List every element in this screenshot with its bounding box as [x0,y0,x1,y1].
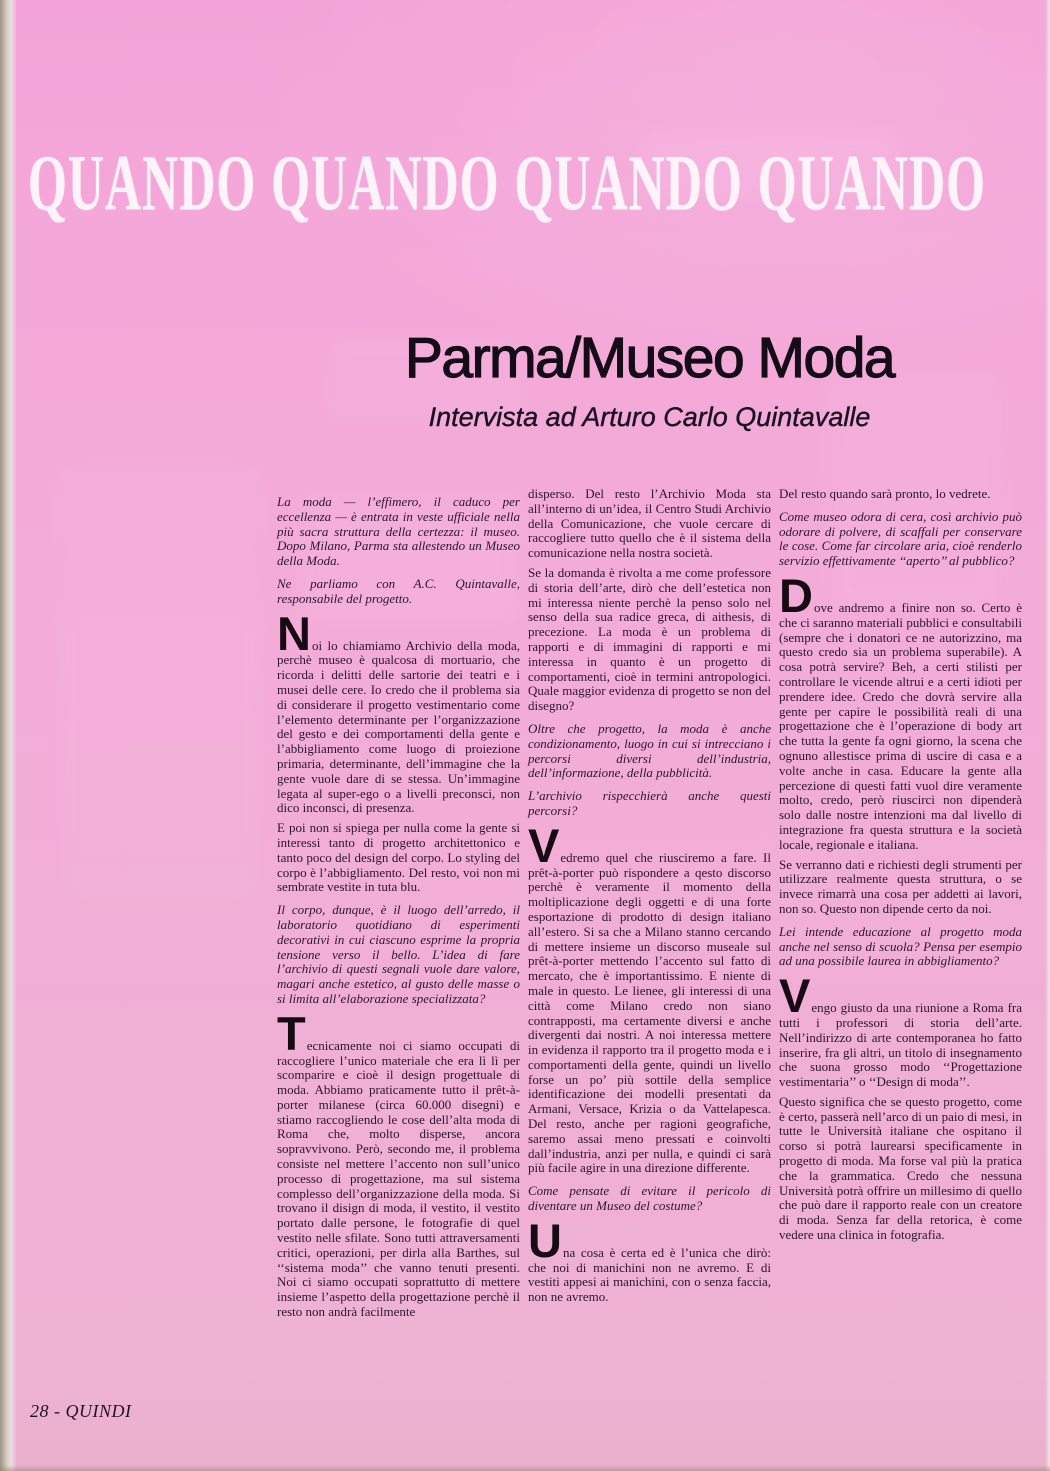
page-number: 28 - QUINDI [30,1401,132,1421]
dropcap-initial: V [779,969,810,1023]
dropcap-initial: T [277,1006,305,1060]
dropcap-initial: D [779,568,812,622]
paragraph-text: ove andremo a finire non so. Certo è che ci saranno materiali pubblici e consultabili (sempre che i donatori ce ne autorizzino, ma questo credo sia un problema superabile). A cosa potrà servire? Beh, a certi stilisti per controllare le vicende altrui e a certi idioti per prendere idee. Credo che dovrà servire alla gente per capire le possibilità reali di una progettazione che è l’operazione di body art che tutta la gente fa ogni giorno, la scena che ognuno allestisce prima di uscire di casa e a volte anche in casa. Educare la gente alla percezione di questi fatti vuol dire veramente molto, credo, però riuscirci non dipenderà solo dalle nostre intenzioni ma dal livello di integrazione fra questa struttura e la società locale, regionale e italiana. [779,599,1022,852]
masthead-word: QUANDO [514,138,743,227]
article-body [277,487,1022,1325]
answer-paragraph: disperso. Del resto l’Archivio Moda sta all’interno di un’idea, il Centro Studi Archivio della Comunicazione, che vuole cercare di raccogliere tutto quello che è il sistema della comunicazione nella nostra società. [528,486,771,561]
question-paragraph: Lei intende educazione al progetto moda anche nel senso di scuola? Pensa per esempio ad una possibile laurea in abbigliamento? [779,923,1022,969]
answer-paragraph: E poi non si spiega per nulla come la gente si interessi tanto di progetto architettonico e tanto poco del design del corpo. Lo styling del corpo è l’abbigliamento. Del resto, voi non mi sembrate vestite in tuta blu. [277,820,520,895]
scan-edge-right [1045,0,1050,1471]
article-subtitle: Intervista ad Arturo Carlo Quintavalle [428,402,871,432]
masthead [28,138,986,227]
paragraph-text: oi lo chiamiamo Archivio della moda, perchè museo è qualcosa di mortuario, che ricorda i delitti delle sartorie dei teatri e i musei delle cere. Io credo che il problema sia di considerare il progetto vestimentario come l’elemento determinante per l’organizzazione del gesto e dei comportamenti della gente e l’abbigliamento come luogo di proiezione primaria, determinante, dell’immagine che la gente vuole dare di se stessa. Un’immagine legata al super-ego o a livelli preconsci, non dico inconsci, di presenza. [277,637,520,816]
article-title: Parma/Museo Moda [404,326,895,390]
answer-paragraph: Del resto quando sarà pronto, lo vedrete. [779,486,991,501]
showthrough-artifact [60,470,260,900]
answer-paragraph [277,606,520,817]
question-paragraph: Oltre che progetto, la moda è anche condizionamento, luogo in cui si intrecciano i percorsi diversi dell’industria, dell’informazione, della pubblicità. [528,720,771,781]
answer-paragraph: Se la domanda è rivolta a me come professore di storia dell’arte, dirò che dell’estetica non mi interessa niente perchè la penso solo nel senso della sua radice greca, di aithesis, di precezione. La moda è un problema di rapporti e di immagini di rapporti e mi interessa in quanto è un progetto di comportamenti, cioè in termini antropologici. Quale maggior evidenza di progetto se non del disegno? [528,564,771,714]
answer-paragraph [779,568,1022,853]
dropcap-initial: N [277,606,310,660]
answer-paragraph: Se verranno dati e richiesti degli strumenti per utilizzare realmente questa struttura, o se invece rimarrà una cosa per addetti ai lavori, non so. Questo non dipende certo da noi. [779,856,1022,916]
paragraph-text: edremo quel che riusciremo a fare. Il prêt-à-porter può rispondere a qesto discorso perchè è veramente il momento della moltiplicazione degli oggetti e di una forte esportazione di prodotto di design italiano all’estero. Si sa che a Milano stanno cercando di mettere insieme un discorso museale sul prêt-à-porter mettendo l’accento sul fatto di mercato, che è importantissimo. E niente di male in questo. Le lienee, gli interessi di una città come Milano credo non siano contrapposti, ma certamente diversi e anche divergenti dai nostri. A noi interessa mettere in evidenza il rapporto tra il progetto moda e i comportamenti della gente, quindi un livello forse un po’ più sottile della semplice identificazione dei modelli presentati da Armani, Versace, Krizia o da Vattelapesca. Del resto, anche per ragioni geografiche, saremo assai meno pressati e coinvolti dall’industria, anzi per nulla, e quindi ci sarà più facile agire in una direzione differente. [528,849,771,1176]
column-1 [277,487,520,1325]
paragraph-text: na cosa è certa ed è l’unica che dirò: che noi di manichini non ne avremo. E di vestiti appesi ai manichini, con o senza faccia, non ne avremo. [528,1244,771,1305]
question-paragraph: L’archivio rispecchierà anche questi percorsi? [528,788,771,818]
masthead-word: QUANDO [28,138,257,227]
answer-paragraph [528,818,771,1177]
intro-paragraph: La moda — l’effimero, il caduco per eccellenza — è entrata in veste ufficiale nella più sacra struttura della certezza: il museo. Dopo Milano, Parma sta allestendo un Museo della Moda. [277,494,520,569]
scan-edge-bottom [0,1465,1050,1471]
headline [277,326,1022,433]
question-paragraph: Come pensate di evitare il pericolo di diventare un Museo del costume? [528,1183,771,1214]
answer-paragraph: Questo significa che se questo progetto, come è certo, passerà nell’arco di un paio di mesi, in tutte le Università italiane che ospitano il corso si potrà laurearsi specificamente in progetto di moda. Ma forse val più la pratica che la grammatica. Credo che nessuna Università potrà offrire un millesimo di quello che può dare il rapporto reale con un creatore di moda. Senza far della retorica, è come vedere una clinica in fotografia. [779,1093,1022,1243]
masthead-word: QUANDO [757,138,986,227]
dropcap-initial: U [528,1213,561,1267]
question-paragraph: Come museo odora di cera, così archivio può odorare di polvere, di scaffali per conservare le cose. Come far circolare aria, cioè renderlo servizio effettivamente ‘‘aperto’’ al pubblico? [779,508,1022,569]
scan-edge-left [0,0,16,1471]
question-paragraph: Il corpo, dunque, è il luogo dell’arredo, il laboratorio quotidiano di esperimenti decorativi in cui ciascuno esprime la propria tensione verso il bello. L’idea di fare l’archivio di questi segnali vuole dare valore, magari anche estetico, al gusto delle masse o si limita all’elaborazione specializzata? [277,902,520,1006]
answer-paragraph [779,969,1022,1090]
dropcap-initial: V [528,818,559,872]
answer-paragraph [528,1213,771,1305]
column-2 [528,487,771,1325]
column-3 [779,487,1022,1325]
paragraph-text: engo giusto da una riunione a Roma fra tutti i professori di storia dell’arte. Nell’indirizzo di arte contemporanea ho fatto inserire, fra gli altri, un titolo di insegnamento che suona grosso modo ‘‘Progettazione vestimentaria’’ o ‘‘Design di moda’’. [779,1000,1022,1090]
intro-paragraph: Ne parliamo con A.C. Quintavalle, responsabile del progetto. [277,575,520,606]
paragraph-text: ecnicamente noi ci siamo occupati di raccogliere l’unico materiale che era lì lì per scomparire e cioè il design progettuale di moda. Abbiamo praticamente tutto il prêt-à-porter milanese (circa 60.000 disegni) e stiamo raccogliendo le cose dell’alta moda di Roma che, molto disperse, ancora sopravvivono. Però, secondo me, il problema consiste nel mettere l’accento non sull’unico processo di progettazione, ma sul sistema complesso dell’organizzazione della moda. Si trovano il disign di moda, il vestito, il vestito portato dalle persone, le fotografie di quel vestito nelle sfilate. Sono tutti attraversamenti critici, operazioni, per dirla alla Barthes, sul ‘‘sistema moda’’ che vanno tenuti presenti. Noi ci siamo occupati soprattutto di mettere insieme l’aspetto della progettazione perchè il resto non andrà facilmente [277,1037,520,1320]
masthead-word: QUANDO [271,138,500,227]
answer-paragraph [277,1006,520,1320]
